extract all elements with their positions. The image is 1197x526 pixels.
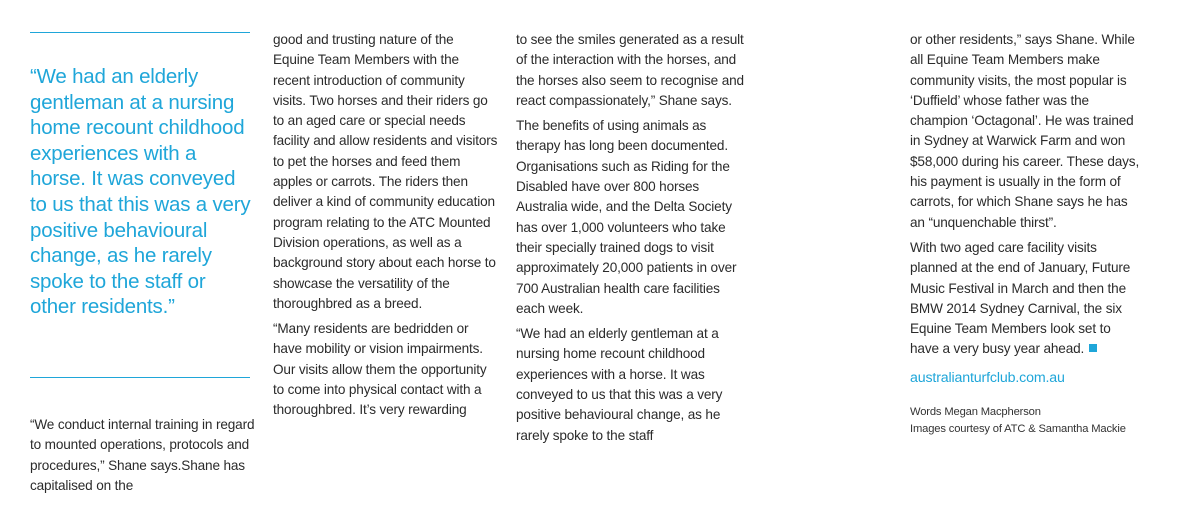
- column-3: [516, 30, 744, 451]
- article-credits: [910, 404, 1140, 438]
- end-of-article-square-icon: [1089, 344, 1097, 352]
- column-1: [30, 415, 255, 501]
- body-paragraph: to see the smiles generated as a result of the interaction with the horses, and the horses also seem to recognise and react compassionately,” Shane says.: [516, 32, 744, 108]
- website-link[interactable]: australianturfclub.com.au: [910, 369, 1065, 386]
- body-paragraph: good and trusting nature of the Equine Team Members with the recent introduction of community visits. Two horses and their riders go to an aged care or special needs facility and allow residents and visitors to pet the horses and feed them apples or carrots. The riders then deliver a kind of community education program relating to the ATC Mounted Division operations, as well as a background story about each horse to showcase the versatility of the thoroughbred as a breed.: [273, 32, 498, 311]
- column-4: [910, 30, 1140, 438]
- body-paragraph: “We had an elderly gentleman at a nursing home recount childhood experiences with a horse. It was conveyed to us that this was a very positive behavioural change, as he rarely spoke to the staff: [516, 326, 723, 443]
- credit-images: Images courtesy of ATC & Samantha Mackie: [910, 423, 1126, 436]
- body-paragraph: “Many residents are bedridden or have mobility or vision impairments. Our visits allow them the opportunity to come into physical contact with a thoroughbred. It’s very rewarding: [273, 321, 487, 418]
- final-paragraph-text: With two aged care facility visits planned at the end of January, Future Music Festival in March and then the BMW 2014 Sydney Carnival, the six Equine Team Members look set to have a very busy year ahead.: [910, 239, 1131, 357]
- body-paragraph: The benefits of using animals as therapy has long been documented. Organisations such as Riding for the Disabled have over 800 horses Australia wide, and the Delta Society has over 1,000 volunteers who take their specially trained dogs to visit approximately 20,000 patients in over 700 Australian health care facilities each week.: [516, 118, 737, 316]
- pull-quote-bottom-rule: [30, 377, 250, 378]
- pull-quote-top-rule: [30, 32, 250, 33]
- pull-quote: “We had an elderly gentleman at a nursing home recount childhood experiences with a horse. It was conveyed to us that this was a very positive behavioural change, as he rarely spoke to the staff or other residents.”: [30, 65, 251, 319]
- body-paragraph: or other residents,” says Shane. While all Equine Team Members make community visits, the most popular is ‘Duffield’ whose father was the champion ‘Octagonal’. He was trained in Sydney at Warwick Farm and won $58,000 during his career. These days, his payment is usually in the form of carrots, for which Shane says he has an “unquenchable thirst”.: [910, 32, 1140, 230]
- credit-words: Words Megan Macpherson: [910, 406, 1041, 419]
- final-paragraph: [910, 238, 1140, 360]
- body-paragraph: “We conduct internal training in regard to mounted operations, protocols and procedures,” Shane says.Shane has capitalised on the: [30, 417, 255, 493]
- column-2: [273, 30, 498, 426]
